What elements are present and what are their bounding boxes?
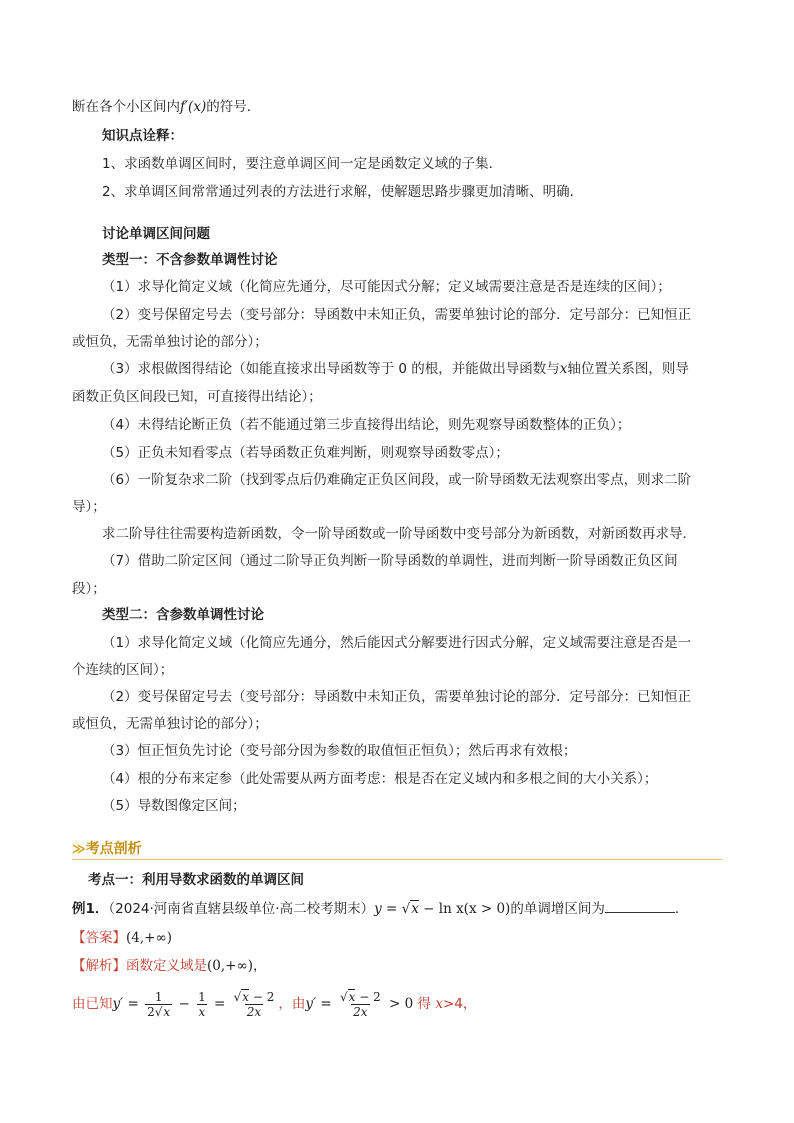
text: 断在各个小区间内 [72, 99, 180, 115]
note-title: 知识点诠释： [102, 128, 183, 144]
fraction-numerator: − 2 [249, 989, 275, 1004]
fraction-numerator: 1 [198, 989, 206, 1004]
text: 得 [413, 996, 436, 1012]
math-radicand: x [411, 901, 419, 917]
list-item-continuation: 或恒负，无需单独讨论的部分）； [72, 334, 268, 350]
paragraph: 求二阶导往往需要构造新函数，令一阶导函数或一阶导函数中变号部分为新函数，对新函数再求导． [102, 526, 696, 542]
example-source: （2024·河南省直辖县级单位·高二校考期末） [108, 901, 375, 917]
answer-label: 【答案】 [72, 930, 126, 946]
note-item: 1、求函数单调区间时，要注意单调区间一定是函数定义域的子集． [102, 156, 503, 172]
analysis-line [72, 957, 266, 975]
section-title: 考点剖析 [85, 841, 142, 857]
fraction: $\frac{√x - 2}{2x}$ [339, 989, 381, 1019]
text: 的符号． [206, 99, 261, 115]
list-item: （4）根的分布来定参（此处需要从两方面考虑：根是否在定义域内和多根之间的大小关系）； [102, 771, 658, 787]
question-text: 的单调增区间为 [510, 901, 605, 917]
text: ， [252, 958, 267, 974]
list-item-continuation: 段）； [72, 581, 106, 597]
text: ，由 [278, 996, 306, 1012]
text: 由已知 [72, 996, 113, 1012]
math-expression: f′(x) [180, 99, 207, 115]
fraction-numerator: 1 [154, 989, 163, 1004]
list-item: （2）变号保留定号去（变号部分：导函数中未知正负，需要单独讨论的部分．定号部分：已知恒正 [102, 689, 692, 705]
math-operator: − [174, 996, 195, 1012]
math-variable: x [559, 361, 568, 377]
math-radicand: x [348, 989, 356, 1004]
fraction [196, 990, 208, 1019]
text-line [72, 98, 260, 116]
list-item-continuation: 或恒负，无需单独讨论的部分）； [72, 716, 268, 732]
math-radicand: x [163, 1004, 171, 1019]
fraction-denominator: 2 [147, 1004, 155, 1019]
text: （3）求根做图得结论（如能直接求出导函数等于 0 的根，并能做出导函数与 [102, 361, 560, 377]
type-heading: 类型一：不含参数单调性讨论 [102, 252, 278, 268]
math-variable: x [435, 996, 443, 1012]
list-item: （4）未得结论断正负（若不能通过第三步直接得出结论，则先观察导函数整体的正负）； [102, 417, 631, 433]
analysis-derivation [72, 988, 476, 1020]
double-arrow-icon: ≫ [72, 842, 86, 857]
list-item: （7）借助二阶定区间（通过二阶导正负判断一阶导函数的单调性，进而判断一阶导函数正负区间 [102, 553, 678, 569]
math-expression: y′ = [305, 996, 336, 1012]
fraction: $\frac{1}{2√x}$ [147, 989, 171, 1019]
fraction-denominator: x [198, 1004, 206, 1019]
example-label: 例1． [72, 901, 109, 917]
math-radicand: x [242, 989, 250, 1004]
text: ． [674, 901, 689, 917]
math-expression: y = [374, 901, 402, 917]
fraction-denominator: 2x [246, 1004, 262, 1019]
list-item-continuation: 个连续的区间）； [72, 662, 174, 678]
list-item [102, 360, 689, 378]
math-expression: (0,+∞) [207, 958, 253, 974]
section-divider [72, 859, 722, 860]
fraction-denominator: 2x [353, 1004, 368, 1019]
section-heading: 讨论单调区间问题 [102, 226, 210, 242]
list-item: （6）一阶复杂求二阶（找到零点后仍难确定正负区间段，或一阶导函数无法观察出零点，则求二阶 [102, 472, 692, 488]
math-expression: y′ = [112, 996, 144, 1012]
answer-value: (4,+∞) [126, 930, 172, 946]
list-item: （5）正负未知看零点（若导函数正负难判断，则观察导函数零点）； [102, 445, 509, 461]
list-item: （1）求导化简定义域（化简应先通分，然后能因式分解要进行因式分解，定义域需要注意是否是一 [102, 635, 692, 651]
list-item-continuation: 函数正负区间段已知，可直接得出结论）； [72, 389, 322, 405]
list-item: （5）导数图像定区间； [102, 798, 246, 814]
type-heading: 类型二：含参数单调性讨论 [102, 607, 264, 623]
answer-blank [605, 899, 675, 913]
list-item: （1）求导化简定义域（化简应先通分，尽可能因式分解；定义域需要注意是否是连续的区间）； [102, 279, 671, 295]
math-expression: > 0 [384, 996, 414, 1012]
list-item-continuation: 导）； [72, 499, 106, 515]
math-expression: − ln x(x > 0) [418, 901, 511, 917]
list-item: （3）恒正恒负先讨论（变号部分因为参数的取值恒正恒负）；然后再求有效根； [102, 743, 577, 759]
note-item: 2、求单调区间常常通过列表的方法进行求解，使解题思路步骤更加清晰、明确． [102, 184, 584, 200]
text: 轴位置关系图，则导 [567, 361, 689, 377]
point-title: 考点一：利用导数求函数的单调区间 [88, 872, 304, 888]
analysis-label: 【解析】 [72, 958, 126, 974]
answer-line [72, 929, 172, 947]
math-operator: = [209, 996, 230, 1012]
list-item: （2）变号保留定号去（变号部分：导函数中未知正负，需要单独讨论的部分．定号部分：已知恒正 [102, 307, 692, 323]
fraction-numerator: − 2 [355, 989, 381, 1004]
fraction: $\frac{√x - 2}{2x}$ [233, 989, 275, 1019]
example-question: 例1．（2024·河南省直辖县级单位·高二校考期末）y = √x − ln x(x > 0)的单调增区间为 ． [72, 901, 689, 917]
text: 函数定义域是 [126, 958, 207, 974]
section-header [72, 838, 722, 860]
text: >4， [442, 996, 477, 1012]
